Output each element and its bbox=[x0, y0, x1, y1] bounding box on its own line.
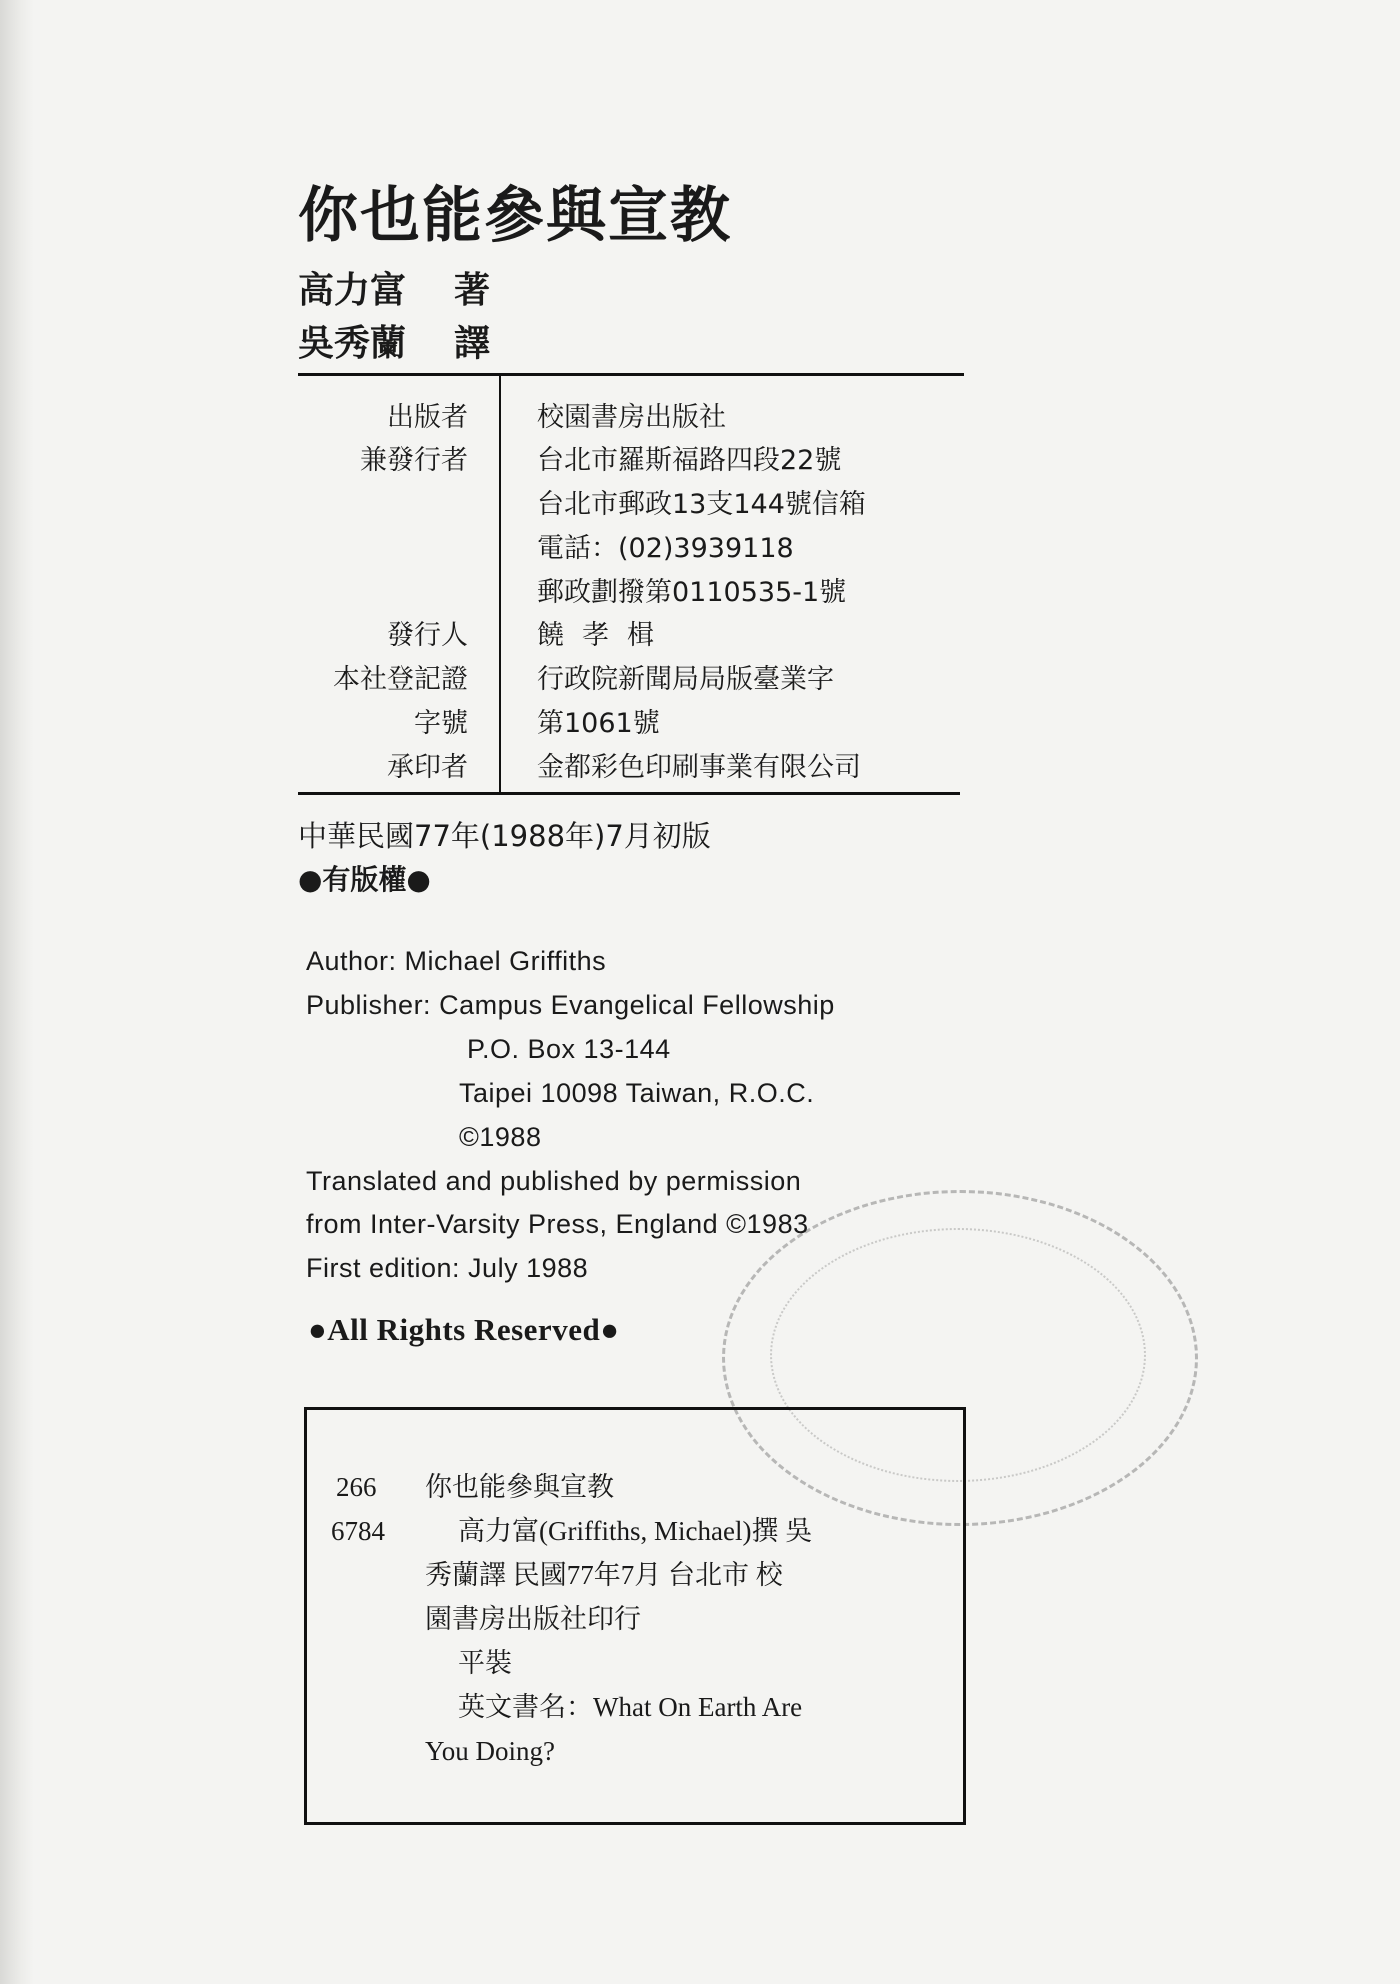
page-edge-shadow bbox=[0, 0, 34, 1984]
catalog-call-number-1: 266 bbox=[336, 1472, 377, 1502]
colophon-value-registration-number: 第1061號 bbox=[537, 708, 660, 739]
english-permission-line-2: from Inter-Varsity Press, England ©1983 bbox=[306, 1209, 809, 1239]
colophon-label-printer: 承印者 bbox=[387, 752, 468, 783]
rights-statement-zh: ●有版權● bbox=[298, 863, 431, 896]
colophon-label-distributor: 兼發行者 bbox=[360, 445, 468, 476]
translator-role: 譯 bbox=[454, 323, 491, 364]
english-address-city: Taipei 10098 Taiwan, R.O.C. bbox=[459, 1078, 815, 1108]
edition-statement: 中華民國77年(1988年)7月初版 bbox=[298, 819, 711, 853]
colophon-label-registration-number: 字號 bbox=[414, 708, 468, 739]
catalog-line-translator: 秀蘭譯 民國77年7月 台北市 校 bbox=[425, 1560, 783, 1590]
english-first-edition: First edition: July 1988 bbox=[306, 1253, 589, 1283]
colophon-label-publisher: 出版者 bbox=[387, 402, 468, 433]
english-publisher: Publisher: Campus Evangelical Fellowship bbox=[306, 990, 835, 1020]
author-role: 著 bbox=[454, 270, 491, 311]
book-title: 你也能參與宣教 bbox=[298, 181, 732, 251]
catalog-line-english-title: 英文書名：What On Earth Are bbox=[458, 1692, 803, 1722]
catalog-line-author: 高力富(Griffiths, Michael)撰 吳 bbox=[458, 1516, 813, 1546]
colophon-bottom-rule bbox=[298, 792, 960, 795]
colophon-value-phone: 電話：(02)3939118 bbox=[537, 533, 794, 564]
catalog-title: 你也能參與宣教 bbox=[425, 1472, 614, 1502]
english-permission-line-1: Translated and published by permission bbox=[306, 1166, 802, 1196]
author-credit bbox=[298, 270, 491, 311]
english-copyright-1988: ©1988 bbox=[459, 1122, 542, 1152]
catalog-line-binding: 平裝 bbox=[458, 1648, 512, 1678]
colophon-label-issuer: 發行人 bbox=[387, 620, 468, 651]
colophon-value-issuer: 饒孝楫 bbox=[537, 620, 672, 651]
colophon-label-registration: 本社登記證 bbox=[333, 664, 468, 695]
colophon-value-postal-account: 郵政劃撥第0110535-1號 bbox=[537, 577, 847, 608]
colophon-value-po-box: 台北市郵政13支144號信箱 bbox=[537, 489, 866, 520]
author-name: 高力富 bbox=[298, 270, 407, 311]
english-rights-statement: ●All Rights Reserved● bbox=[308, 1312, 620, 1347]
colophon-value-printer: 金都彩色印刷事業有限公司 bbox=[537, 752, 861, 783]
colophon-value-registration: 行政院新聞局局版臺業字 bbox=[537, 664, 834, 695]
catalog-line-publisher: 園書房出版社印行 bbox=[425, 1604, 641, 1634]
colophon-top-rule bbox=[298, 373, 964, 376]
colophon-divider bbox=[499, 376, 501, 792]
english-author: Author: Michael Griffiths bbox=[306, 946, 607, 976]
catalog-line-english-title-end: You Doing? bbox=[425, 1736, 556, 1766]
translator-credit bbox=[298, 323, 491, 364]
catalog-call-number-2: 6784 bbox=[331, 1516, 385, 1546]
english-address-po-box: P.O. Box 13-144 bbox=[467, 1034, 671, 1064]
colophon-value-publisher: 校園書房出版社 bbox=[537, 402, 726, 433]
translator-name: 吳秀蘭 bbox=[298, 323, 407, 364]
colophon-value-address: 台北市羅斯福路四段22號 bbox=[537, 445, 842, 476]
